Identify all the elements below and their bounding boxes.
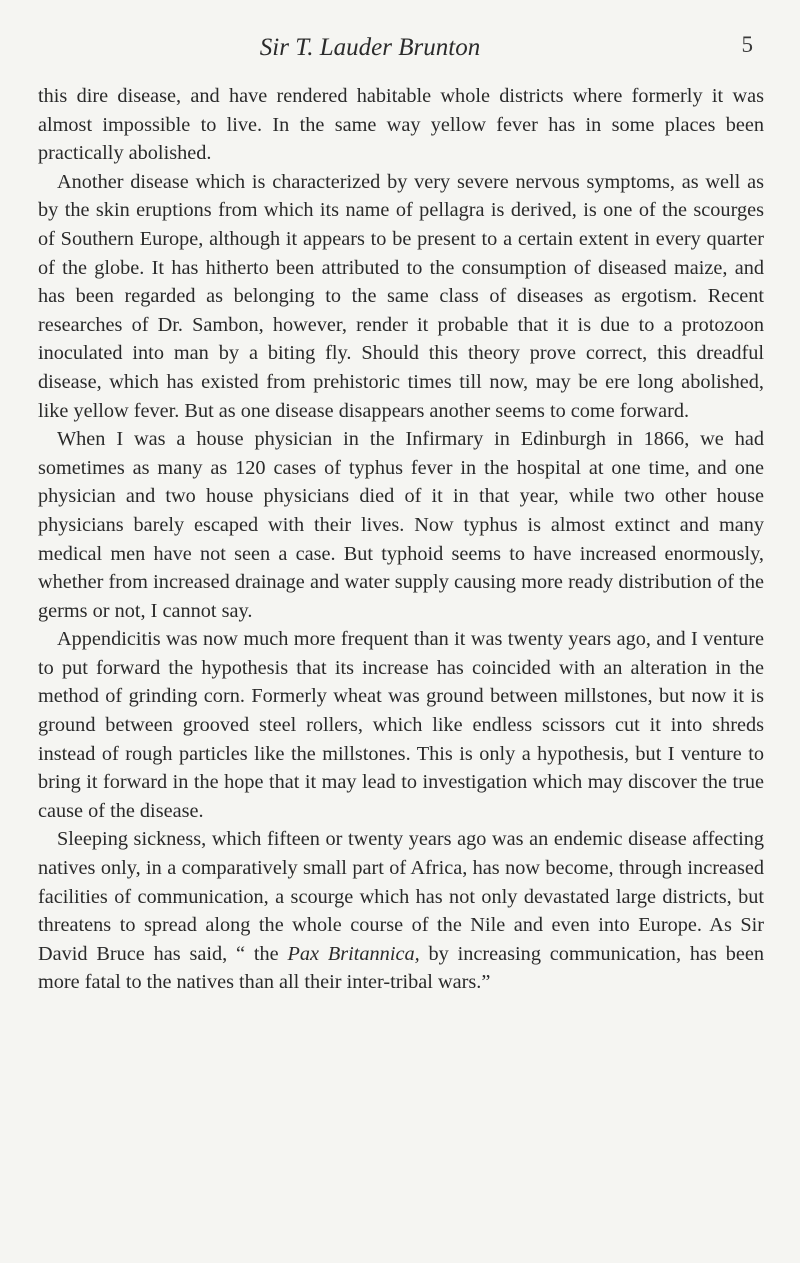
body-text (38, 82, 764, 997)
page-number: 5 (741, 32, 753, 57)
running-head: Sir T. Lauder Brunton (259, 34, 481, 61)
paragraph-4: Appendicitis was now much more frequent than it was twenty years ago, and I venture to put forward the hypothesis that its increase has coincided with an alteration in the method of grinding corn. Formerly wheat was ground between millstones, but now it is ground between grooved steel rollers, which like endless scissors cut it into shreds instead of rough particles like the millstones. This is only a hypothesis, but I venture to bring it forward in the hope that it may lead to investigation which may discover the true cause of the disease. (38, 628, 764, 822)
paragraph-5-part-a: Sleeping sickness, which fifteen or twenty years ago was an endemic disease affecting natives only, in a comparatively small part of Africa, has now become, through increased facilities of communication, a scourge which has not only devastated large districts, but threatens to spread along the whole course of the Nile and even into Europe. As Sir David Bruce has said, “ the (38, 828, 764, 965)
paragraph-3: When I was a house physician in the Infirmary in Edinburgh in 1866, we had sometimes as many as 120 cases of typhus fever in the hospital at one time, and one physician and two house physicians died of it in that year, while two other house physicians barely escaped with their lives. Now typhus is almost extinct and many medical men have not seen a case. But typhoid seems to have increased enormously, whether from increased drainage and water supply causing more ready distribution of the germs or not, I cannot say. (38, 428, 764, 622)
paragraph-2: Another disease which is characterized by very severe nervous symptoms, as well as by the skin eruptions from which its name of pellagra is derived, is one of the scourges of Southern Europe, although it appears to be present to a certain extent in every quarter of the globe. It has hitherto been attributed to the consumption of diseased maize, and has been regarded as belonging to the same class of diseases as ergotism. Recent researches of Dr. Sambon, however, render it probable that it is due to a protozoon inoculated into man by a biting fly. Should this theory prove correct, this dreadful disease, which has existed from prehistoric times till now, may be ere long abolished, like yellow fever. But as one disease disappears another seems to come forward. (38, 170, 764, 422)
paragraph-5 (38, 825, 764, 997)
paragraph-1: this dire disease, and have rendered habitable whole districts where formerly it was almost impossible to live. In the same way yellow fever has in some places been practically abolished. (38, 85, 764, 165)
paragraph-5-part-b: by increasing communication, has been more fatal to the natives than all their inter-tribal wars.” (38, 942, 764, 994)
page-header (0, 30, 800, 70)
pax-britannica-italic: Pax Britannica, (287, 942, 420, 965)
